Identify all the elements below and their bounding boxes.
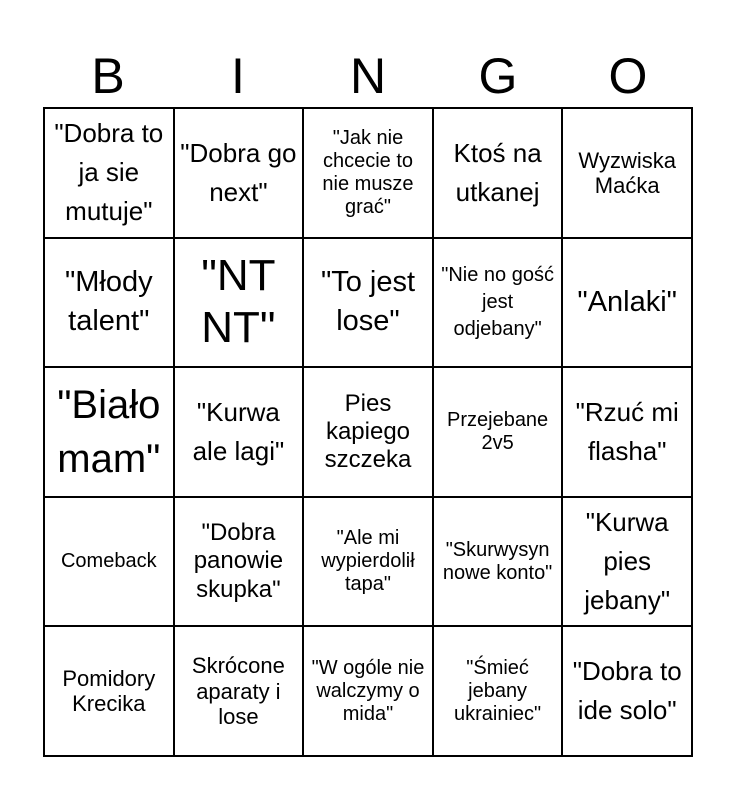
bingo-cell[interactable]: "Dobra to ja sie mutuje" — [44, 108, 174, 238]
bingo-cell[interactable]: "Skurwysyn nowe konto" — [433, 497, 563, 627]
bingo-cell[interactable]: "Ale mi wypierdolił tapa" — [303, 497, 433, 627]
bingo-cell[interactable]: "Anlaki" — [562, 238, 692, 368]
bingo-cell[interactable]: Pies kapiego szczeka — [303, 367, 433, 497]
bingo-cell[interactable]: Comeback — [44, 497, 174, 627]
bingo-cell[interactable]: Pomidory Krecika — [44, 626, 174, 756]
header-letter-o: O — [608, 48, 648, 104]
header-letter-g: G — [478, 48, 518, 104]
bingo-cell[interactable]: "Rzuć mi flasha" — [562, 367, 692, 497]
bingo-board — [43, 107, 693, 757]
bingo-header — [43, 46, 693, 106]
bingo-cell[interactable]: "Kurwa pies jebany" — [562, 497, 692, 627]
bingo-cell[interactable]: "Nie no gość jest odjebany" — [433, 238, 563, 368]
bingo-cell[interactable]: "NT NT" — [174, 238, 304, 368]
bingo-cell[interactable]: "Śmieć jebany ukrainiec" — [433, 626, 563, 756]
bingo-cell[interactable]: "Dobra go next" — [174, 108, 304, 238]
header-letter-i: I — [231, 48, 245, 104]
bingo-cell[interactable]: "Dobra panowie skupka" — [174, 497, 304, 627]
bingo-cell[interactable]: "Młody talent" — [44, 238, 174, 368]
bingo-cell[interactable]: "To jest lose" — [303, 238, 433, 368]
bingo-cell[interactable]: Przejebane 2v5 — [433, 367, 563, 497]
bingo-cell[interactable]: "W ogóle nie walczymy o mida" — [303, 626, 433, 756]
bingo-cell[interactable]: "Dobra to ide solo" — [562, 626, 692, 756]
bingo-cell[interactable]: Ktoś na utkanej — [433, 108, 563, 238]
bingo-cell[interactable]: "Kurwa ale lagi" — [174, 367, 304, 497]
bingo-cell[interactable]: Skrócone aparaty i lose — [174, 626, 304, 756]
header-letter-b: B — [91, 48, 125, 104]
bingo-cell[interactable]: "Biało mam" — [44, 367, 174, 497]
bingo-cell[interactable]: Wyzwiska Maćka — [562, 108, 692, 238]
header-letter-n: N — [349, 48, 387, 104]
bingo-cell[interactable]: "Jak nie chcecie to nie musze grać" — [303, 108, 433, 238]
